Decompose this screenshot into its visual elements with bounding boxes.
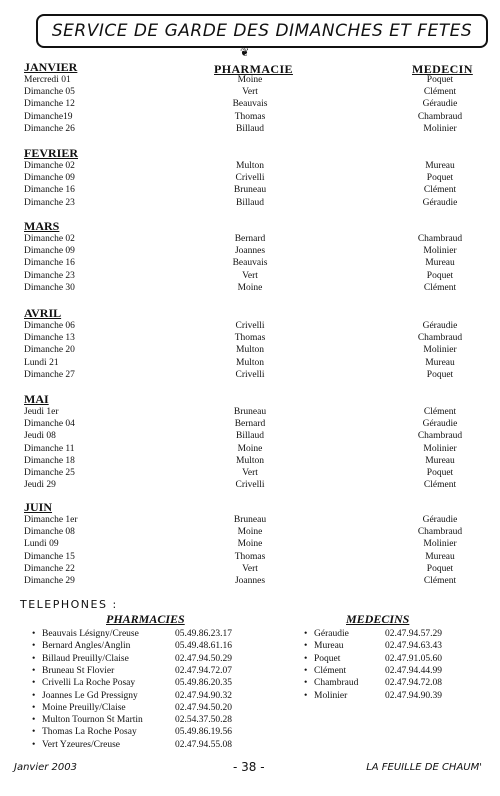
schedule-row [0, 86, 500, 98]
schedule-row [0, 160, 500, 172]
day-label: Dimanche 23 [24, 270, 75, 281]
contact-name: Thomas La Roche Posay [42, 727, 137, 738]
day-label: Dimanche 04 [24, 419, 75, 430]
contact-name: Crivelli La Roche Posay [42, 678, 136, 689]
day-label: Dimanche 09 [24, 246, 75, 257]
contact-name: Géraudie [314, 629, 349, 639]
contact-name: Joannes Le Gd Pressigny [42, 690, 138, 701]
pharmacie-name: Multon [236, 161, 264, 171]
pharmacie-name: Billaud [236, 431, 264, 442]
pharmacie-name: Vert [242, 563, 258, 574]
schedule-row [0, 184, 500, 196]
medecins-title: MEDECINS [346, 612, 410, 626]
schedule-row [0, 172, 500, 184]
medecin-name: Molinier [423, 539, 457, 550]
bullet-icon: • [304, 690, 308, 701]
pharmacie-name: Moine [237, 443, 263, 454]
schedule-row [0, 526, 500, 538]
phone-number: 02.47.94.72.08 [385, 678, 442, 689]
phone-number: 02.47.94.50.29 [175, 653, 232, 664]
day-label: Dimanche 22 [24, 563, 75, 574]
medecin-name: Chambraud [417, 111, 463, 122]
medecin-name: Mureau [425, 455, 455, 466]
pharmacie-name: Thomas [234, 333, 266, 344]
day-label: Dimanche 11 [24, 443, 75, 454]
schedule-row [0, 455, 500, 467]
day-label: Jeudi 1er [24, 407, 59, 417]
pharmacie-name: Crivelli [235, 321, 265, 331]
schedule-row [0, 443, 500, 455]
schedule-row [0, 406, 500, 418]
pharmacie-name: Moine [237, 539, 263, 550]
footer-date: Janvier 2003 [14, 762, 78, 773]
schedule-row [0, 369, 500, 381]
day-label: Dimanche 15 [24, 551, 75, 562]
pharmacie-name: Vert [242, 270, 258, 281]
pharmacie-name: Moine [237, 527, 263, 538]
day-label: Dimanche 02 [24, 161, 75, 171]
pharmacie-name: Moine [237, 282, 263, 293]
phone-number: 02.47.94.57.29 [385, 629, 442, 639]
contact-name: Bruneau St Flovier [42, 665, 115, 676]
medecin-name: Mureau [425, 161, 455, 171]
month-name: MARS [24, 219, 60, 233]
medecin-name: Géraudie [422, 99, 458, 110]
schedule-row [0, 467, 500, 479]
medecin-name: Molinier [423, 443, 457, 454]
day-label: Jeudi 29 [24, 480, 56, 491]
contact-name: Chambraud [314, 678, 359, 689]
telephones-label: TELEPHONES : [20, 598, 118, 611]
schedule-row [0, 575, 500, 587]
contact-name: Poquet [314, 653, 341, 664]
schedule-row [0, 111, 500, 123]
bullet-icon: • [32, 665, 36, 676]
pharmacie-name: Multon [236, 345, 264, 356]
medecin-name: Géraudie [422, 515, 458, 525]
day-label: Dimanche 08 [24, 527, 75, 538]
pharmacie-name: Joannes [234, 246, 266, 257]
pharmacie-name: Thomas [234, 551, 266, 562]
bullet-icon: • [32, 629, 36, 639]
day-label: Dimanche 20 [24, 345, 75, 356]
phone-number: 02.47.94.55.08 [175, 739, 232, 750]
phone-number: 02.47.94.50.20 [175, 702, 232, 713]
bullet-icon: • [32, 702, 36, 713]
schedule-row [0, 563, 500, 575]
medecin-name: Chambraud [417, 431, 463, 442]
medecin-name: Géraudie [422, 419, 458, 430]
schedule-row [0, 551, 500, 563]
bullet-icon: • [304, 629, 308, 639]
day-label: Dimanche 05 [24, 87, 75, 98]
schedule-row [0, 270, 500, 282]
day-label: Dimanche 02 [24, 234, 75, 244]
phone-number: 02.47.94.90.39 [385, 690, 442, 701]
medecin-name: Mureau [425, 258, 455, 269]
pharmacie-name: Bernard [234, 234, 266, 244]
pharmacie-name: Thomas [234, 111, 266, 122]
month-name: JANVIER [24, 60, 78, 74]
bullet-icon: • [32, 678, 36, 689]
bullet-icon: • [304, 653, 308, 664]
schedule-row [0, 245, 500, 257]
day-label: Dimanche 16 [24, 185, 75, 196]
medecin-name: Géraudie [422, 197, 458, 208]
pharmacie-name: Billaud [236, 197, 264, 208]
bullet-icon: • [32, 715, 36, 726]
contact-name: Vert Yzeures/Creuse [42, 739, 120, 750]
bullet-icon: • [304, 665, 308, 676]
medecin-name: Clément [423, 87, 457, 98]
footer [0, 760, 500, 780]
contact-name: Mureau [314, 641, 344, 652]
day-label: Mercredi 01 [24, 75, 71, 85]
day-label: Dimanche 18 [24, 455, 75, 466]
medecin-name: Mureau [425, 357, 455, 368]
pharmacie-name: Vert [242, 468, 258, 478]
schedule-row [0, 197, 500, 209]
bullet-icon: • [32, 739, 36, 750]
day-label: Dimanche19 [24, 111, 73, 122]
schedule-row [0, 257, 500, 269]
medecin-name: Molinier [423, 345, 457, 356]
medecin-name: Mureau [425, 551, 455, 562]
contact-name: Billaud Preuilly/Claise [42, 653, 129, 664]
medecin-name: Clément [423, 185, 457, 196]
schedule-row [0, 74, 500, 86]
bullet-icon: • [32, 641, 36, 652]
schedule-row [0, 357, 500, 369]
medecin-name: Chambraud [417, 234, 463, 244]
medecin-name: Poquet [426, 369, 454, 380]
pharmacie-name: Moine [237, 75, 263, 85]
day-label: Dimanche 06 [24, 321, 75, 331]
day-label: Dimanche 27 [24, 369, 75, 380]
medecin-name: Poquet [426, 270, 454, 281]
ornament-icon: ❦ [240, 47, 250, 59]
day-label: Dimanche 12 [24, 99, 75, 110]
medecin-name: Poquet [426, 75, 454, 85]
schedule-row [0, 538, 500, 550]
pharmacie-name: Crivelli [235, 369, 265, 380]
publication-name: LA FEUILLE DE CHAUM' [366, 762, 482, 773]
schedule-row [0, 514, 500, 526]
day-label: Dimanche 29 [24, 576, 75, 586]
title-box [36, 14, 488, 48]
schedule-row [0, 282, 500, 294]
medecin-name: Clément [423, 407, 457, 417]
schedule-row [0, 98, 500, 110]
phone-number: 02.47.91.05.60 [385, 653, 442, 664]
contact-name: Moine Preuilly/Claise [42, 702, 126, 713]
schedule-row [0, 233, 500, 245]
pharmacie-name: Joannes [234, 576, 266, 586]
header-pharmacie: PHARMACIE [214, 62, 293, 76]
medecin-name: Poquet [426, 173, 454, 184]
day-label: Dimanche 16 [24, 258, 75, 269]
day-label: Dimanche 09 [24, 173, 75, 184]
pharmacie-name: Multon [236, 455, 264, 466]
phone-number: 02.47.94.63.43 [385, 641, 442, 652]
medecin-name: Chambraud [417, 527, 463, 538]
phone-number: 02.54.37.50.28 [175, 715, 232, 726]
pharmacie-name: Billaud [236, 123, 264, 134]
pharmacies-title: PHARMACIES [106, 612, 185, 626]
schedule-row [0, 479, 500, 491]
medecin-name: Chambraud [417, 333, 463, 344]
medecin-name: Molinier [423, 123, 457, 134]
header-medecin: MEDECIN [412, 62, 473, 76]
pharmacie-name: Vert [242, 87, 258, 98]
pharmacie-name: Bruneau [233, 407, 267, 417]
day-label: Jeudi 08 [24, 431, 56, 442]
schedule-row [0, 418, 500, 430]
phone-number: 05.49.86.23.17 [175, 629, 232, 639]
day-label: Dimanche 1er [24, 515, 78, 525]
medecin-name: Clément [423, 282, 457, 293]
month-name: MAI [24, 392, 49, 406]
schedule-row [0, 320, 500, 332]
day-label: Dimanche 23 [24, 197, 75, 208]
schedule-row [0, 123, 500, 135]
medecin-name: Poquet [426, 563, 454, 574]
month-name: FEVRIER [24, 146, 79, 160]
day-label: Lundi 09 [24, 539, 59, 550]
schedule-row [0, 344, 500, 356]
medecin-name: Clément [423, 576, 457, 586]
contact-name: Multon Tournon St Martin [42, 715, 143, 726]
contact-name: Bernard Angles/Anglin [42, 641, 131, 652]
pharmacie-name: Bruneau [233, 185, 267, 196]
bullet-icon: • [304, 678, 308, 689]
pharmacie-name: Bruneau [233, 515, 267, 525]
pharmacie-name: Multon [236, 357, 264, 368]
pharmacie-name: Beauvais [232, 258, 268, 269]
phone-number: 02.47.94.44.99 [385, 665, 442, 676]
day-label: Dimanche 30 [24, 282, 75, 293]
contact-name: Clément [314, 665, 347, 676]
contact-name: Beauvais Lésigny/Creuse [42, 629, 139, 639]
page-number: - 38 - [233, 760, 265, 774]
phone-number: 05.49.48.61.16 [175, 641, 232, 652]
phone-number: 02.47.94.72.07 [175, 665, 232, 676]
bullet-icon: • [304, 641, 308, 652]
bullet-icon: • [32, 653, 36, 664]
bullet-icon: • [32, 727, 36, 738]
phone-number: 05.49.86.20.35 [175, 678, 232, 689]
day-label: Dimanche 26 [24, 123, 75, 134]
medecin-name: Poquet [426, 468, 454, 478]
day-label: Dimanche 13 [24, 333, 75, 344]
schedule-row [0, 430, 500, 442]
page-title: SERVICE DE GARDE DES DIMANCHES ET FETES [51, 21, 473, 41]
medecin-name: Géraudie [422, 321, 458, 331]
medecin-name: Clément [423, 480, 457, 491]
phone-number: 02.47.94.90.32 [175, 690, 232, 701]
day-label: Lundi 21 [24, 357, 59, 368]
bullet-icon: • [32, 690, 36, 701]
pharmacie-name: Beauvais [232, 99, 268, 110]
month-name: JUIN [24, 500, 53, 514]
medecin-name: Molinier [423, 246, 457, 257]
contact-name: Molinier [314, 690, 348, 701]
pharmacie-name: Bernard [234, 419, 266, 430]
pharmacie-name: Crivelli [235, 173, 265, 184]
phone-number: 05.49.86.19.56 [175, 727, 232, 738]
schedule-row [0, 332, 500, 344]
day-label: Dimanche 25 [24, 468, 75, 478]
month-name: AVRIL [24, 306, 62, 320]
pharmacie-name: Crivelli [235, 480, 265, 491]
